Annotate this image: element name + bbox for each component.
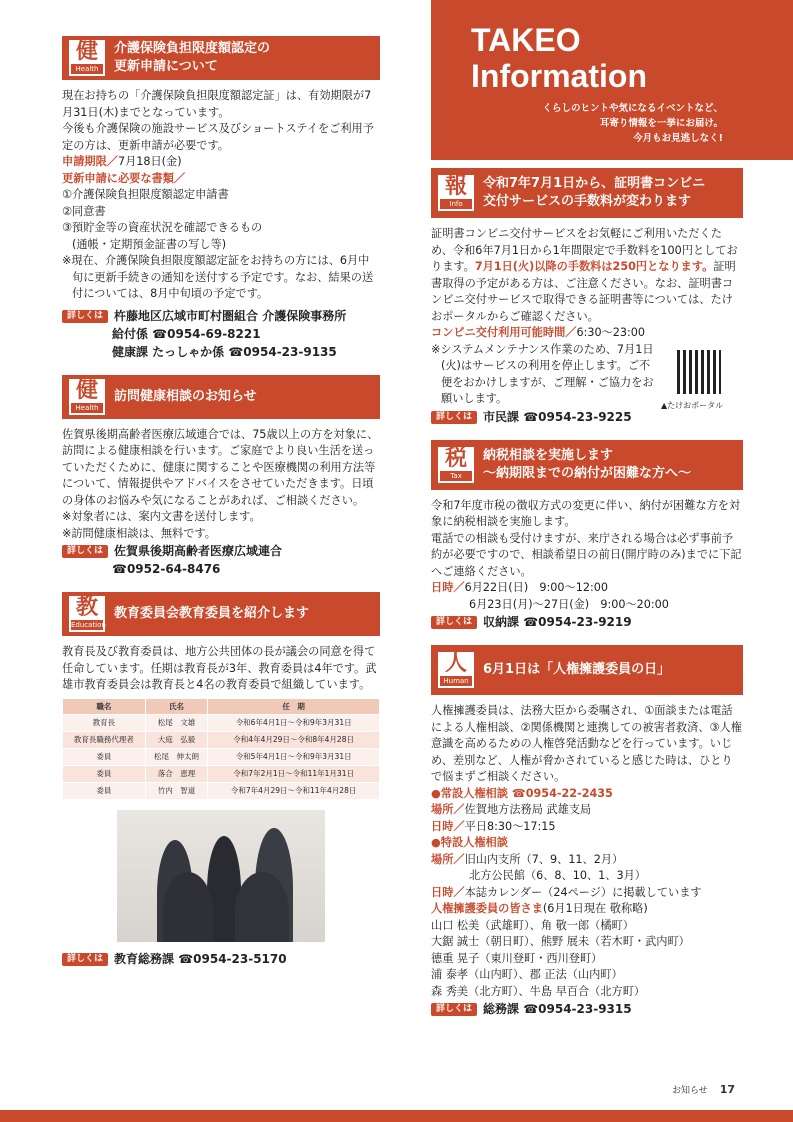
cell-role: 委員 (63, 765, 146, 782)
page-footer (672, 1083, 735, 1096)
note-text: ※対象者には、案内文書を送付します。 (62, 510, 261, 523)
place-value: 佐賀地方法務局 武雄支局 (464, 803, 592, 816)
cell-term: 令和4年4月29日～令和8年4月28日 (208, 731, 380, 748)
contact-phone: 収納課 ☎0954-23-9219 (483, 615, 632, 629)
left-column (62, 36, 380, 982)
qr-code-icon[interactable] (677, 350, 721, 394)
contact-phone: 総務課 ☎0954-23-9315 (483, 1002, 632, 1016)
place-value: 北方公民館（6、8、10、1、3月） (469, 869, 646, 882)
members-note: (6月1日現在 敬称略) (542, 902, 648, 915)
cell-name: 竹内 智道 (145, 782, 207, 799)
section-title-2: 更新申請について (114, 59, 218, 74)
section-title: 介護保険負担限度額認定の (114, 41, 271, 56)
info-badge: 報 Info (438, 175, 474, 211)
section-education-board (62, 592, 380, 968)
contact-phone: 健康課 たっしゃか係 ☎0954-23-9135 (112, 344, 337, 359)
section-header (431, 168, 743, 218)
note-text: ※訪問健康相談は、無料です。 (62, 526, 216, 540)
body-text: 証明書取得の予定がある方は、ご注意ください。なお、証明書コンビニ交付サービスで取得できる証明書等については、たけおポータルからご確認ください。 (431, 260, 736, 323)
details-pill: 詳しくは (431, 616, 477, 629)
banner-sub2: 耳寄り情報を一挙にお届け。 (599, 118, 723, 129)
education-badge: 教 Education (69, 596, 105, 632)
section-header (431, 440, 743, 490)
banner-sub1: くらしのヒントや気になるイベントなど、 (542, 103, 723, 114)
health-badge: 健 Health (69, 379, 105, 415)
details-pill: 詳しくは (431, 411, 477, 424)
col-header: 氏名 (145, 698, 207, 714)
date-value: 6月22日(日) 9:00～12:00 (464, 581, 608, 594)
cell-name: 大庭 弘毅 (145, 731, 207, 748)
note-text: ※現在、介護保険負担限度額認定証をお持ちの方には、6月中旬に更新手続きの通知を送付する予定です。なお、結果の送付については、8月中旬頃の予定です。 (62, 254, 374, 300)
contact-phone: ☎0952-64-8476 (112, 562, 221, 576)
cell-term: 令和7年4月29日～令和11年4月28日 (208, 782, 380, 799)
section-title: 納税相談を実施します (483, 447, 614, 463)
cell-role: 教育長 (63, 714, 146, 731)
health-badge: 健 Health (69, 40, 105, 76)
cell-term: 令和5年4月1日～令和9年3月31日 (208, 748, 380, 765)
contact-phone: 給付係 ☎0954-69-8221 (112, 326, 261, 341)
banner-title-information: Information (471, 58, 647, 94)
page-label: お知らせ (671, 1086, 708, 1096)
body-text: 証明書コンビニ交付サービスをお気軽にご利用いただくため、令和6年7月1日から1年間限定で手数料を100円としております。 (431, 227, 738, 273)
deadline-value: 7月18日(金) (117, 155, 182, 168)
board-members-photo (117, 810, 325, 942)
cell-role: 委員 (63, 782, 146, 799)
cell-term: 令和7年2月1日～令和11年1月31日 (208, 765, 380, 782)
contact-org: 佐賀県後期高齢者医療広域連合 (114, 544, 283, 558)
list-item-note: (通帳・定期預金証書の写し等) (72, 237, 227, 251)
section-human-rights (431, 645, 743, 1018)
details-pill: 詳しくは (431, 1003, 477, 1016)
banner-title-takeo: TAKEO (471, 22, 581, 58)
takeo-information-banner (431, 0, 793, 160)
table-row (63, 731, 380, 748)
body-text: 令和7年度市税の徴収方式の変更に伴い、納付が困難な方を対象に納税相談を実施します。 (431, 498, 741, 528)
date-label: 日時／ (431, 581, 465, 594)
list-item: ③預貯金等の資産状況を確認できるもの (62, 221, 263, 234)
section-nursing-care (62, 36, 380, 361)
place-label: 場所／ (431, 803, 465, 816)
time-value: 本誌カレンダー（24ページ）に掲載しています (464, 885, 702, 899)
qr-caption: ▲たけおポータル (661, 400, 724, 410)
right-column (431, 168, 743, 1032)
table-row (63, 748, 380, 765)
section-title: 6月1日は「人権擁護委員の日」 (483, 662, 671, 677)
table-row (63, 714, 380, 731)
section-title: 令和7年7月1日から、証明書コンビニ (483, 176, 706, 191)
contact-phone: 教育総務課 ☎0954-23-5170 (114, 951, 287, 966)
member-line: 浦 泰孝（山内町）、郡 正法（山内町） (431, 968, 623, 981)
table-row (63, 782, 380, 799)
body-text: 佐賀県後期高齢者医療広域連合では、75歳以上の方を対象に、訪問による健康相談を行います。ご家庭でより良い生活を送っていただくために、健康に関することや医療機関の利用方法等について、情報提供やアドバイスをさせていただきます。日頃の身体のお悩みや気になることがあれば、ご相談ください。 (62, 427, 379, 507)
page-number: 17 (719, 1083, 735, 1096)
place-value: 旧山内支所（7、9、11、2月） (464, 852, 624, 866)
section-tax-consultation (431, 440, 743, 632)
banner-sub3: 今月もお見逃しなく! (633, 133, 723, 144)
board-members-table (62, 698, 380, 800)
section-title-2: ～納期限までの納付が困難な方へ～ (483, 465, 692, 481)
member-line: 森 秀美（北方町）、牛島 早百合（北方町） (431, 984, 646, 998)
time-value: 平日8:30～17:15 (464, 819, 556, 833)
cell-name: 落合 恵理 (145, 765, 207, 782)
body-text: 電話での相談も受付けますが、来庁される場合は必ず事前予約が必要ですので、相談希望日の前日(開庁時のみ)までに下記へご連絡ください。 (431, 531, 742, 578)
body-text: 現在お持ちの「介護保険負担限度額認定証」は、有効期限が7月31日(木)までとなっています。 (62, 89, 372, 119)
cell-term: 令和6年4月1日～令和9年3月31日 (208, 714, 380, 731)
note-text: ※システムメンテナンス作業のため、7月1日(火)はサービスの利用を停止します。ご不便をおかけしますが、ご理解・ご協力をお願いします。 (431, 342, 654, 405)
details-pill: 詳しくは (62, 545, 108, 558)
section-title-2: 交付サービスの手数料が変わります (483, 194, 692, 209)
member-line: 山口 松美（武雄町）、角 敬一郎（橘町） (431, 918, 634, 932)
cell-role: 教育長職務代理者 (63, 731, 146, 748)
hours-value: 6:30～23:00 (576, 326, 646, 339)
human-badge: 人 Human (438, 652, 474, 688)
contact-org: 杵藤地区広域市町村圏組合 介護保険事務所 (114, 308, 347, 323)
cell-name: 松尾 伸太朗 (145, 748, 207, 765)
body-text: 今後も介護保険の施設サービス及びショートステイをご利用予定の方は、更新申請が必要です。 (62, 122, 374, 152)
list-item: ②同意書 (62, 204, 106, 218)
section-convenience-fees (431, 168, 743, 426)
section-header (62, 36, 380, 80)
member-line: 德重 晃子（東川登町・西川登町） (431, 951, 603, 965)
section-home-health (62, 375, 380, 579)
section-title: 教育委員会教育委員を紹介します (114, 606, 310, 621)
section-header (62, 592, 380, 636)
details-pill: 詳しくは (62, 310, 108, 323)
col-header: 任 期 (208, 698, 380, 714)
section-header (431, 645, 743, 695)
body-text: 教育長及び教育委員は、地方公共団体の長が議会の同意を得て任命しています。任期は教育長が3年、教育委員は4年です。武雄市教育委員会は教育長と4名の教育委員で組織しています。 (62, 645, 377, 691)
tax-badge: 税 Tax (438, 447, 474, 483)
permanent-consult-heading: ●常設人権相談 ☎0954-22-2435 (431, 786, 613, 800)
time-label: 日時／ (431, 819, 465, 833)
section-header (62, 375, 380, 419)
list-item: ①介護保険負担限度額認定申請書 (62, 188, 229, 201)
section-title: 訪問健康相談のお知らせ (114, 388, 257, 404)
docs-label: 更新申請に必要な書類／ (62, 171, 186, 185)
cell-name: 松尾 文雄 (145, 714, 207, 731)
details-pill: 詳しくは (62, 953, 108, 966)
deadline-label: 申請期限／ (62, 155, 118, 168)
contact-phone: 市民課 ☎0954-23-9225 (483, 409, 632, 424)
time-label: 日時／ (431, 885, 465, 899)
body-text: 人権擁護委員は、法務大臣から委嘱され、①面談または電話による人権相談、②関係機関と連携しての被害者救済、③人権意識を高めるための人権啓発活動などを行っています。いじめ、差別など、人権が脅かされていると感じた時は、ひとりで悩まずご相談ください。 (431, 704, 742, 783)
table-row (63, 765, 380, 782)
footer-bar (0, 1110, 793, 1122)
members-label: 人権擁護委員の皆さま (431, 902, 543, 915)
date-value: 6月23日(月)～27日(金) 9:00～20:00 (469, 597, 669, 611)
member-line: 大鋸 誠士（朝日町）、熊野 展未（若木町・武内町） (431, 935, 690, 948)
col-header: 職名 (63, 698, 146, 714)
hours-label: コンビニ交付利用可能時間／ (431, 326, 577, 339)
special-consult-heading: ●特設人権相談 (431, 836, 508, 849)
fee-highlight: 7月1日(火)以降の手数料は250円となります。 (474, 260, 714, 273)
place-label: 場所／ (431, 852, 465, 866)
cell-role: 委員 (63, 748, 146, 765)
